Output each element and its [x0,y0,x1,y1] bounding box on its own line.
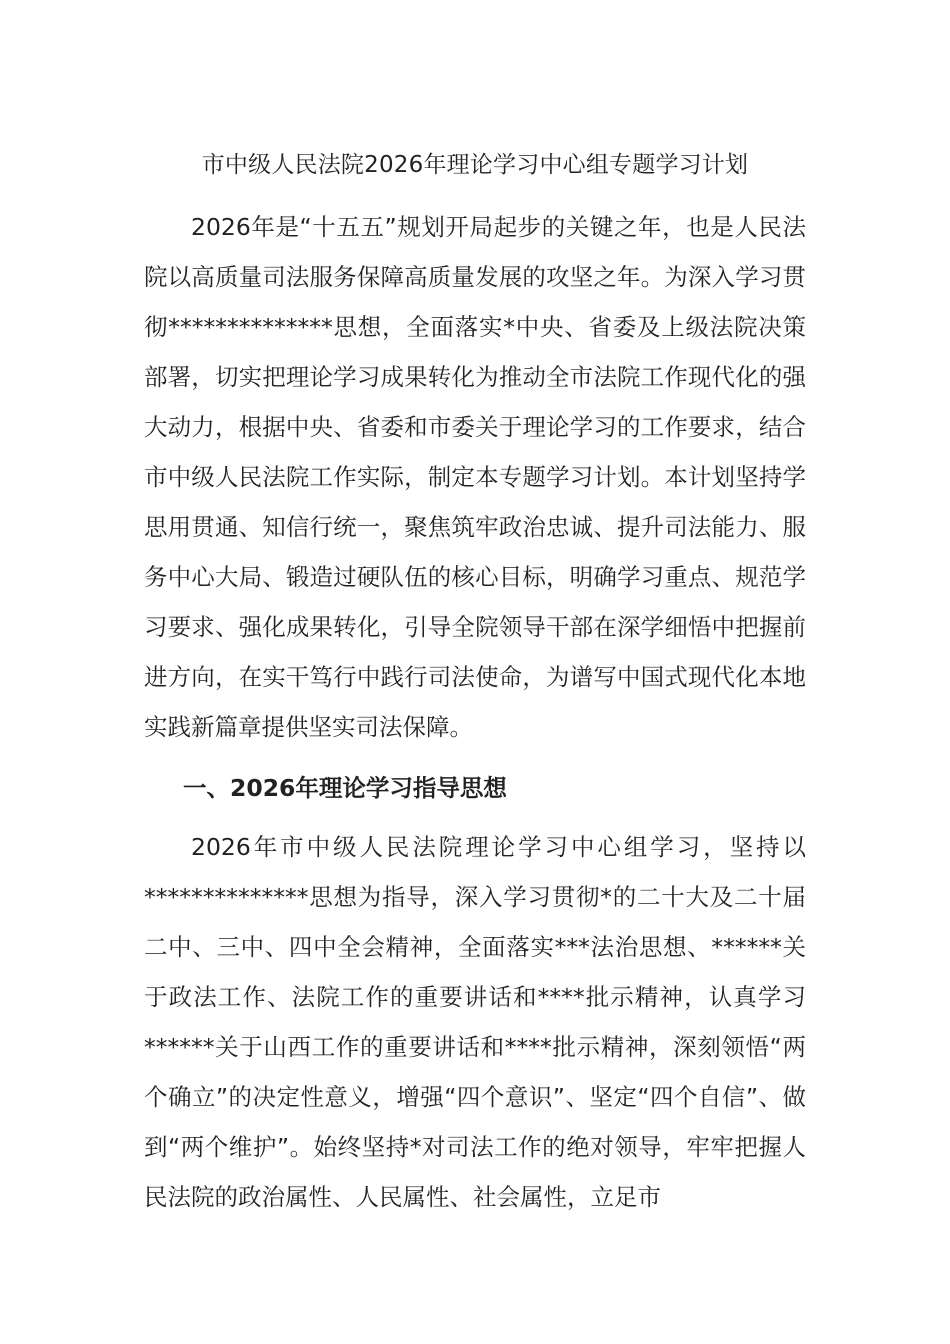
section-paragraph-guiding-ideology: 2026年市中级人民法院理论学习中心组学习，坚持以**************思想为指导，深入学习贯彻*的二十大及二十届二中、三中、四中全会精神，全面落实***法治思想、******关于政法工作、法院工作的重要讲话和****批示精神，认真学习******关于山西工作的重要讲话和****批示精神，深刻领悟“两个确立”的决定性意义，增强“四个意识”、坚定“四个自信”、做到“两个维护”。始终坚持*对司法工作的绝对领导，牢牢把握人民法院的政治属性、人民属性、社会属性，立足市 [144,833,806,1211]
document-title: 市中级人民法院2026年理论学习中心组专题学习计划 [201,152,749,178]
section-heading-guiding-ideology: 一、2026年理论学习指导思想 [183,774,507,802]
intro-paragraph: 2026年是“十五五”规划开局起步的关键之年，也是人民法院以高质量司法服务保障高质量发展的攻坚之年。为深入学习贯彻**************思想，全面落实*中央、省委及上级法院决策部署，切实把理论学习成果转化为推动全市法院工作现代化的强大动力，根据中央、省委和市委关于理论学习的工作要求，结合市中级人民法院工作实际，制定本专题学习计划。本计划坚持学思用贯通、知信行统一，聚焦筑牢政治忠诚、提升司法能力、服务中心大局、锻造过硬队伍的核心目标，明确学习重点、规范学习要求、强化成果转化，引导全院领导干部在深学细悟中把握前进方向，在实干笃行中践行司法使命，为谱写中国式现代化本地实践新篇章提供坚实司法保障。 [144,213,806,741]
